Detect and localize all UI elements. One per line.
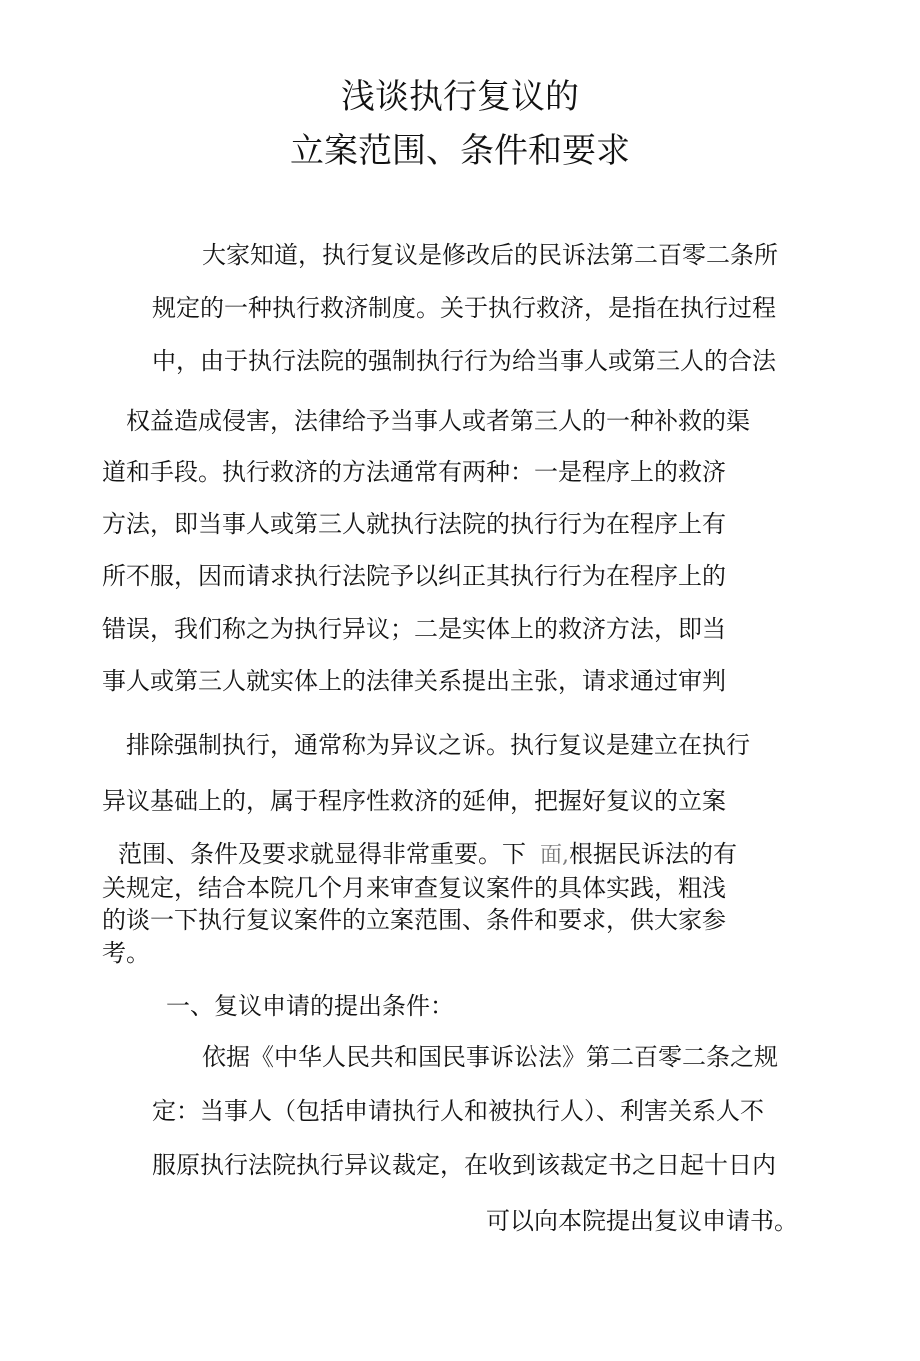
paragraph-1-line-12-part-1: 范围、条件及要求就显得非常重要。下 [118,840,526,868]
document-title-line-2: 立案范围、条件和要求 [290,131,630,171]
paragraph-1-line-6: 方法，即当事人或第三人就执行法院的执行行为在程序上有 [102,510,726,538]
paragraph-1-line-9: 事人或第三人就实体上的法律关系提出主张，请求通过审判 [102,667,726,695]
paragraph-1-line-1: 大家知道，执行复议是修改后的民诉法第二百零二条所 [202,241,778,269]
paragraph-1-line-7: 所不服，因而请求执行法院予以纠正其执行行为在程序上的 [102,562,726,590]
paragraph-1-line-3: 中，由于执行法院的强制执行行为给当事人或第三人的合法 [152,347,776,375]
paragraph-1-line-5: 道和手段。执行救济的方法通常有两种：一是程序上的救济 [102,458,726,486]
paragraph-2-line-2: 定：当事人（包括申请执行人和被执行人）、利害关系人不 [152,1097,764,1125]
paragraph-1-line-2: 规定的一种执行救济制度。关于执行救济，是指在执行过程 [152,294,776,322]
paragraph-1-line-14: 的谈一下执行复议案件的立案范围、条件和要求，供大家参 [102,906,726,934]
paragraph-2-line-3: 服原执行法院执行异议裁定，在收到该裁定书之日起十日内 [152,1151,776,1179]
paragraph-1-line-13: 关规定，结合本院几个月来审查复议案件的具体实践，粗浅 [102,874,726,902]
paragraph-1-line-12-part-2: 根据民诉法的有 [569,840,737,868]
paragraph-1-line-15: 考。 [102,939,150,967]
paragraph-1-line-10: 排除强制执行，通常称为异议之诉。执行复议是建立在执行 [126,731,750,759]
paragraph-2-line-1: 依据《中华人民共和国民事诉讼法》第二百零二条之规 [202,1043,778,1071]
paragraph-1-line-4: 权益造成侵害，法律给予当事人或者第三人的一种补救的渠 [126,407,750,435]
paragraph-1-line-11: 异议基础上的，属于程序性救济的延伸，把握好复议的立案 [102,787,726,815]
paragraph-1-line-12 [118,839,737,871]
paragraph-2-line-4: 可以向本院提出复议申请书。 [486,1207,798,1235]
section-1-heading: 一、复议申请的提出条件： [166,992,454,1020]
document-title-line-1: 浅谈执行复议的 [341,77,579,117]
paragraph-1-faint-text: 面, [540,843,569,868]
paragraph-1-line-8: 错误，我们称之为执行异议；二是实体上的救济方法，即当 [102,615,726,643]
